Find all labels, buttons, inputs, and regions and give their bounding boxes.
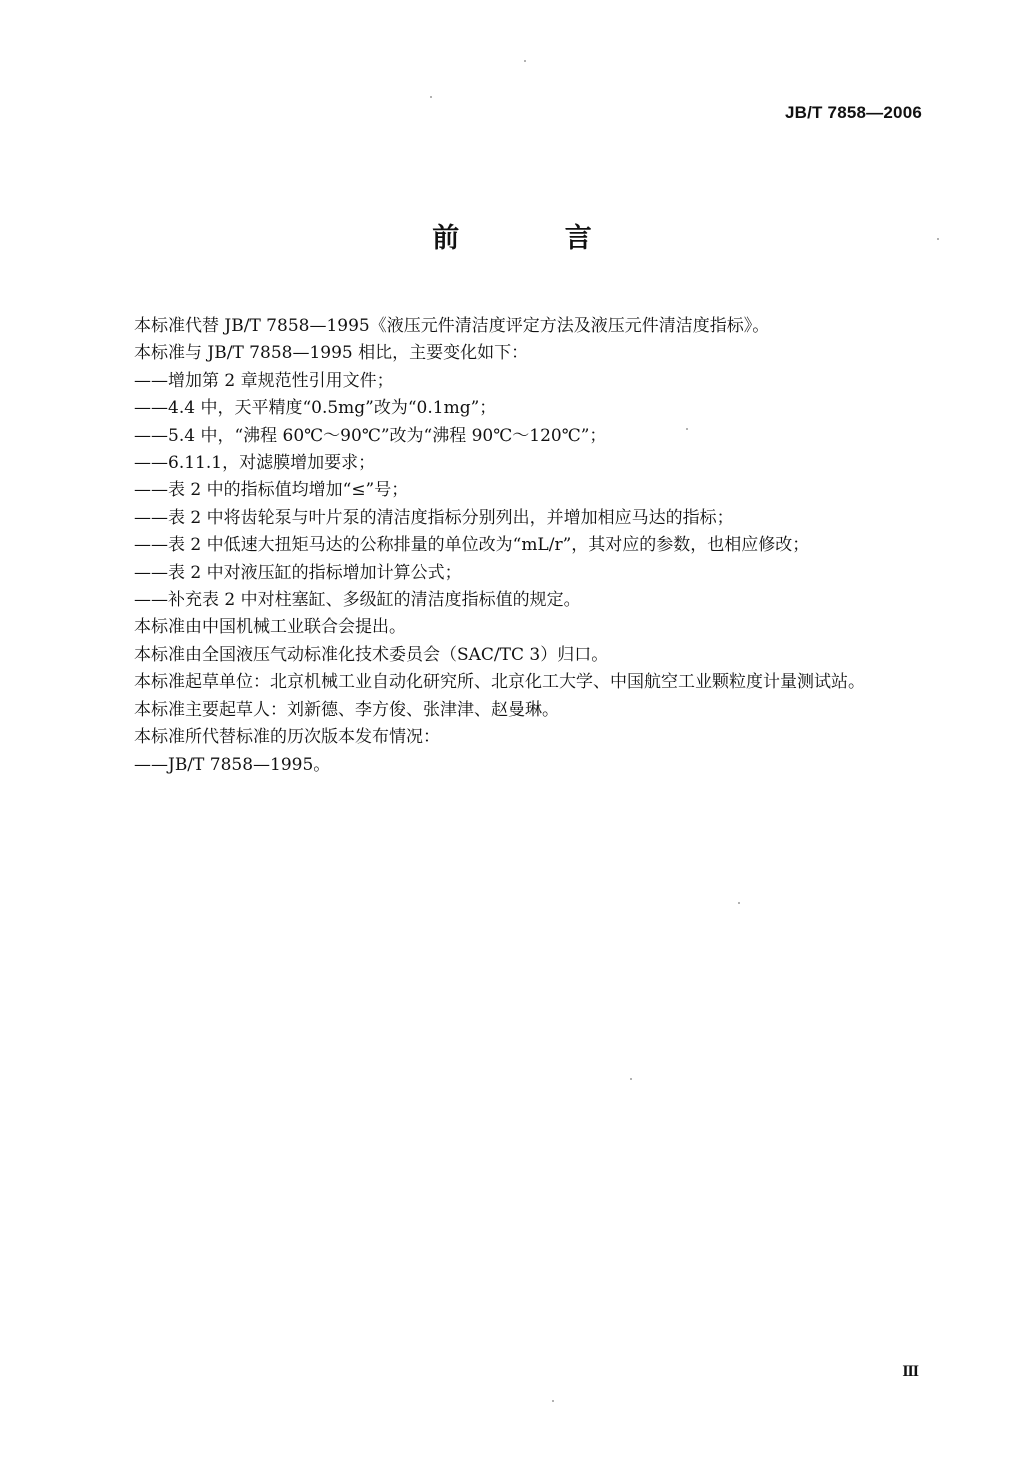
paragraph-line: 本标准与 JB/T 7858—1995 相比，主要变化如下： <box>134 343 529 364</box>
page-number: III <box>902 1363 918 1380</box>
scan-speck <box>937 238 939 240</box>
change-item: ——表 2 中对液压缸的指标增加计算公式； <box>134 562 462 583</box>
scan-speck <box>686 428 688 430</box>
change-item: ——表 2 中将齿轮泵与叶片泵的清洁度指标分别列出，并增加相应马达的指标； <box>134 507 734 528</box>
paragraph-line: 本标准起草单位：北京机械工业自动化研究所、北京化工大学、中国航空工业颗粒度计量测试站。 <box>134 672 865 693</box>
scan-speck <box>738 902 740 904</box>
change-item: ——增加第 2 章规范性引用文件； <box>134 370 394 391</box>
change-item: ——4.4 中，天平精度“0.5mg”改为“0.1mg”； <box>134 398 497 419</box>
change-item: ——表 2 中低速大扭矩马达的公称排量的单位改为“mL/r”，其对应的参数，也相应修改； <box>134 535 810 556</box>
paragraph-line: 本标准主要起草人：刘新德、李方俊、张津津、赵曼琳。 <box>134 699 559 720</box>
change-item: ——5.4 中，“沸程 60℃～90℃”改为“沸程 90℃～120℃”； <box>134 425 607 446</box>
scan-speck <box>524 60 526 62</box>
scan-speck <box>430 96 432 98</box>
standard-number: JB/T 7858—2006 <box>785 103 922 122</box>
page-title: 前 言 <box>432 223 640 254</box>
change-item: ——补充表 2 中对柱塞缸、多级缸的清洁度指标值的规定。 <box>134 590 581 611</box>
scan-speck <box>552 1400 554 1402</box>
paragraph-line: 本标准所代替标准的历次版本发布情况： <box>134 727 440 748</box>
paragraph-line: 本标准代替 JB/T 7858—1995《液压元件清洁度评定方法及液压元件清洁度指标》。 <box>134 316 770 336</box>
foreword-body <box>134 313 934 779</box>
change-item: ——6.11.1，对滤膜增加要求； <box>134 453 376 474</box>
paragraph-line: 本标准由中国机械工业联合会提出。 <box>134 617 406 638</box>
paragraph-line: 本标准由全国液压气动标准化技术委员会（SAC/TC 3）归口。 <box>134 644 609 665</box>
scan-speck <box>630 1078 632 1080</box>
change-item: ——表 2 中的指标值均增加“≤”号； <box>134 480 409 501</box>
history-item: ——JB/T 7858—1995。 <box>134 754 331 775</box>
